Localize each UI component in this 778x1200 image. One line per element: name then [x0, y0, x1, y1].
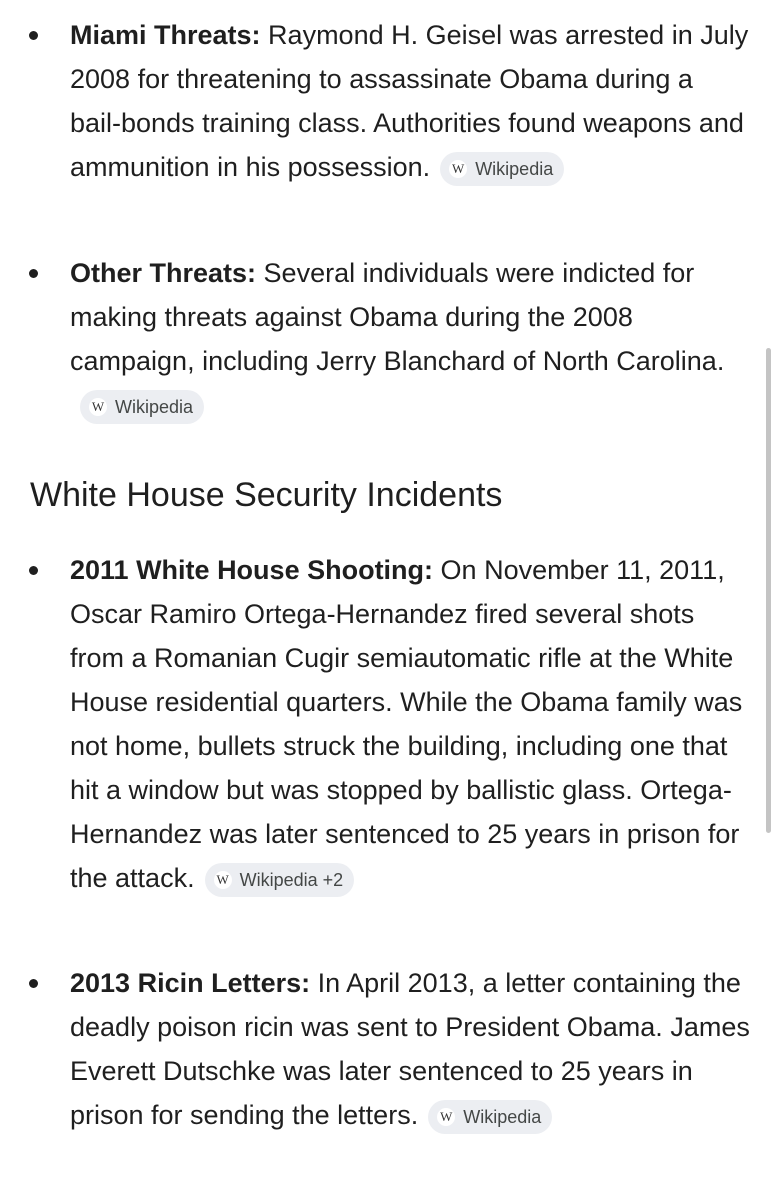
bullet-icon: [29, 566, 38, 575]
list-item: [0, 13, 778, 189]
item-text: Raymond H. Geisel was arrested in July 2008 for threatening to assassinate Obama during a bail-bonds training class. Authorities found weapons and ammunition in his possession.: [70, 20, 749, 182]
item-text: In April 2013, a letter containing the deadly poison ricin was sent to President Obama. James Everett Dutschke was later sentenced to 25 years in prison for sending the letters.: [70, 968, 750, 1130]
source-chip[interactable]: [205, 863, 355, 897]
list-item: [0, 251, 778, 427]
item-title: 2011 White House Shooting:: [70, 555, 434, 585]
section-heading: White House Security Incidents: [30, 476, 503, 514]
source-chip[interactable]: [428, 1100, 552, 1134]
wikipedia-icon: W: [214, 871, 232, 889]
source-label: Wikipedia: [463, 1107, 542, 1127]
item-title: Other Threats:: [70, 258, 257, 288]
scrollbar-thumb[interactable]: [766, 348, 771, 833]
list-item: [0, 961, 778, 1137]
source-label: Wikipedia: [475, 159, 554, 179]
wikipedia-icon: W: [437, 1108, 455, 1126]
bullet-icon: [29, 269, 38, 278]
source-label: Wikipedia: [115, 397, 194, 417]
source-chip[interactable]: [80, 390, 204, 424]
item-text: Several individuals were indicted for making threats against Obama during the 2008 campaign, including Jerry Blanchard of North Carolina.: [70, 258, 725, 376]
list-item: [0, 548, 778, 900]
wikipedia-icon: W: [449, 160, 467, 178]
bullet-icon: [29, 31, 38, 40]
wikipedia-icon: W: [89, 398, 107, 416]
item-text: On November 11, 2011, Oscar Ramiro Ortega-Hernandez fired several shots from a Romanian Cugir semiautomatic rifle at the White House residential quarters. While the Obama family was not home, bullets struck the building, including one that hit a window but was stopped by ballistic glass. Ortega-Hernandez was later sentenced to 25 years in prison for the attack.: [70, 555, 743, 893]
bullet-icon: [29, 979, 38, 988]
source-label: Wikipedia +2: [239, 870, 344, 890]
item-title: 2013 Ricin Letters:: [70, 968, 311, 998]
item-title: Miami Threats:: [70, 20, 261, 50]
source-chip[interactable]: [440, 152, 564, 186]
